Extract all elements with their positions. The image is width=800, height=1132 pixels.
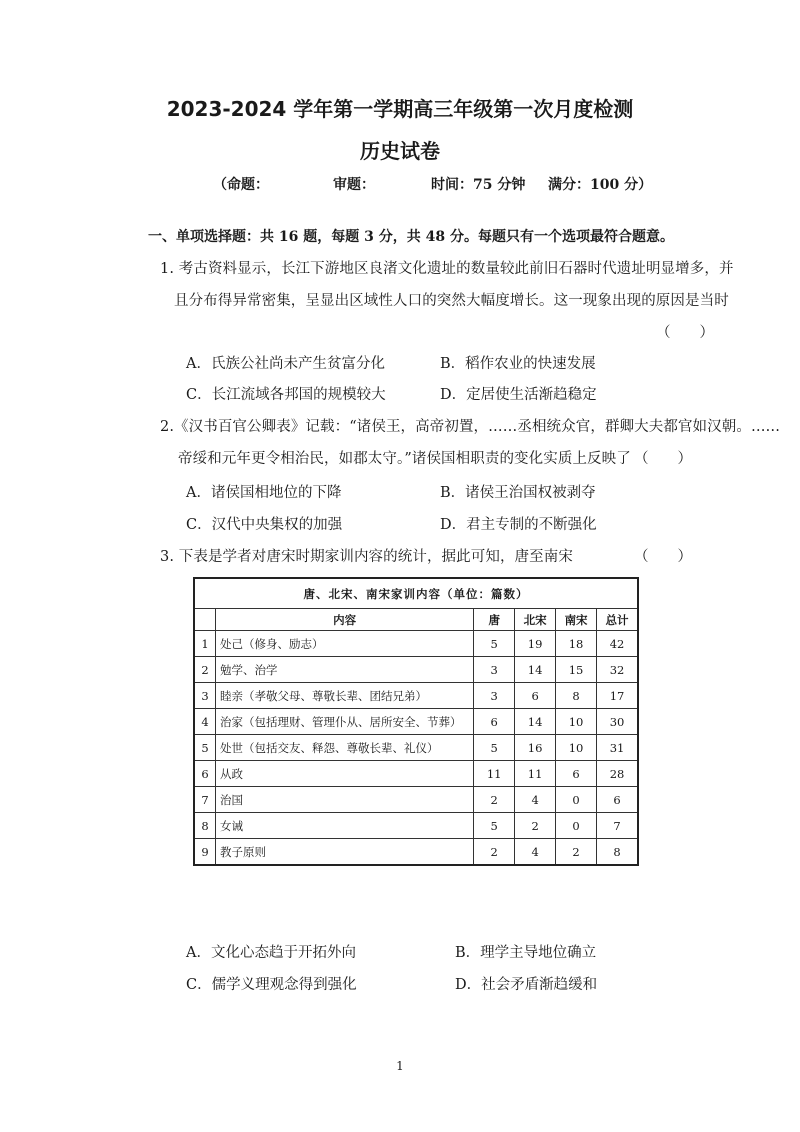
question-1-line-2: 且分布得异常密集，呈显出区域性人口的突然大幅度增长。这一现象出现的原因是当时 (174, 293, 729, 309)
page-number: 1 (396, 1059, 404, 1073)
row-southern-song: 0 (556, 787, 597, 813)
question-2-option-b[interactable]: B．诸侯王治国权被剥夺 (440, 485, 596, 501)
row-index: 8 (194, 813, 215, 839)
row-content: 处己（修身、励志） (215, 631, 473, 657)
header-total: 总计 (597, 609, 638, 631)
header-tang: 唐 (474, 609, 515, 631)
question-3-option-b[interactable]: B．理学主导地位确立 (455, 945, 597, 961)
row-content: 睦亲（孝敬父母、尊敬长辈、团结兄弟） (215, 683, 473, 709)
row-northern-song: 14 (515, 709, 556, 735)
row-tang: 3 (474, 657, 515, 683)
row-tang: 5 (474, 631, 515, 657)
row-index: 5 (194, 735, 215, 761)
row-total: 42 (597, 631, 638, 657)
row-index: 4 (194, 709, 215, 735)
question-3-line-1: 3. 下表是学者对唐宋时期家训内容的统计，据此可知，唐至南宋 (160, 549, 573, 565)
table-row (194, 683, 638, 709)
row-total: 31 (597, 735, 638, 761)
question-1-option-d[interactable]: D．定居使生活渐趋稳定 (440, 387, 597, 403)
row-northern-song: 4 (515, 839, 556, 866)
row-southern-song: 8 (556, 683, 597, 709)
question-2-answer-paren: （ ） (634, 451, 692, 467)
table-row (194, 787, 638, 813)
row-index: 1 (194, 631, 215, 657)
row-southern-song: 10 (556, 709, 597, 735)
question-3-answer-paren: （ ） (634, 549, 692, 565)
row-total: 28 (597, 761, 638, 787)
row-content: 教子原则 (215, 839, 473, 866)
question-2-option-d[interactable]: D．君主专制的不断强化 (440, 517, 597, 533)
meta-time: 时间：75 分钟 (431, 177, 526, 193)
row-total: 8 (597, 839, 638, 866)
header-northern-song: 北宋 (515, 609, 556, 631)
row-tang: 5 (474, 813, 515, 839)
header-content: 内容 (215, 609, 473, 631)
exam-subtitle: 历史试卷 (360, 139, 440, 163)
question-1-answer-paren: （ ） (656, 325, 714, 341)
question-1-option-b[interactable]: B．稻作农业的快速发展 (440, 356, 596, 372)
row-northern-song: 14 (515, 657, 556, 683)
table-row (194, 813, 638, 839)
row-total: 6 (597, 787, 638, 813)
table-row (194, 709, 638, 735)
row-tang: 2 (474, 787, 515, 813)
meta-score: 满分：100 分） (548, 177, 653, 193)
question-1-option-a[interactable]: A．氏族公社尚未产生贫富分化 (186, 356, 385, 372)
row-index: 2 (194, 657, 215, 683)
table-row (194, 631, 638, 657)
question-2-line-2: 帝绥和元年更令相治民，如郡太守。”诸侯国相职责的变化实质上反映了 (178, 451, 631, 467)
meta-author: （命题： (213, 177, 269, 193)
question-3-option-a[interactable]: A．文化心态趋于开拓外向 (186, 945, 356, 961)
question-2-option-c[interactable]: C．汉代中央集权的加强 (186, 517, 343, 533)
row-southern-song: 2 (556, 839, 597, 866)
table-row (194, 735, 638, 761)
row-content: 处世（包括交友、释怨、尊敬长辈、礼仪） (215, 735, 473, 761)
table-header-row (194, 609, 638, 631)
row-index: 3 (194, 683, 215, 709)
row-content: 勉学、治学 (215, 657, 473, 683)
row-northern-song: 2 (515, 813, 556, 839)
row-tang: 11 (474, 761, 515, 787)
row-index: 7 (194, 787, 215, 813)
question-2-line-1: 2.《汉书百官公卿表》记载：“诸侯王，高帝初置，……丞相统众官，群卿大夫都官如汉朝。…… (160, 419, 781, 435)
row-tang: 3 (474, 683, 515, 709)
row-northern-song: 19 (515, 631, 556, 657)
row-total: 7 (597, 813, 638, 839)
row-content: 从政 (215, 761, 473, 787)
table-caption: 唐、北宋、南宋家训内容（单位：篇数） (194, 578, 638, 609)
question-2-option-a[interactable]: A．诸侯国相地位的下降 (186, 485, 342, 501)
row-index: 6 (194, 761, 215, 787)
row-tang: 6 (474, 709, 515, 735)
table-row (194, 839, 638, 866)
row-southern-song: 0 (556, 813, 597, 839)
meta-reviewer: 审题： (333, 177, 375, 193)
row-tang: 5 (474, 735, 515, 761)
row-content: 治家（包括理财、管理仆从、居所安全、节葬） (215, 709, 473, 735)
row-southern-song: 15 (556, 657, 597, 683)
row-southern-song: 6 (556, 761, 597, 787)
exam-title: 2023-2024 学年第一学期高三年级第一次月度检测 (166, 97, 634, 121)
question-1-option-c[interactable]: C．长江流域各邦国的规模较大 (186, 387, 386, 403)
question-1-line-1: 1. 考古资料显示，长江下游地区良渚文化遗址的数量较此前旧石器时代遗址明显增多，并 (160, 261, 734, 277)
row-content: 女诫 (215, 813, 473, 839)
row-northern-song: 6 (515, 683, 556, 709)
header-index (194, 609, 215, 631)
row-southern-song: 18 (556, 631, 597, 657)
row-total: 32 (597, 657, 638, 683)
row-tang: 2 (474, 839, 515, 866)
question-3-option-c[interactable]: C．儒学义理观念得到强化 (186, 977, 357, 993)
table-row (194, 657, 638, 683)
section-heading: 一、单项选择题：共 16 题，每题 3 分，共 48 分。每题只有一个选项最符合题意。 (148, 229, 674, 245)
row-northern-song: 4 (515, 787, 556, 813)
table-row (194, 761, 638, 787)
row-northern-song: 11 (515, 761, 556, 787)
row-total: 17 (597, 683, 638, 709)
row-southern-song: 10 (556, 735, 597, 761)
row-index: 9 (194, 839, 215, 866)
row-total: 30 (597, 709, 638, 735)
question-3-option-d[interactable]: D．社会矛盾渐趋缓和 (455, 977, 598, 993)
family-instruction-table (193, 577, 639, 866)
row-northern-song: 16 (515, 735, 556, 761)
header-southern-song: 南宋 (556, 609, 597, 631)
row-content: 治国 (215, 787, 473, 813)
